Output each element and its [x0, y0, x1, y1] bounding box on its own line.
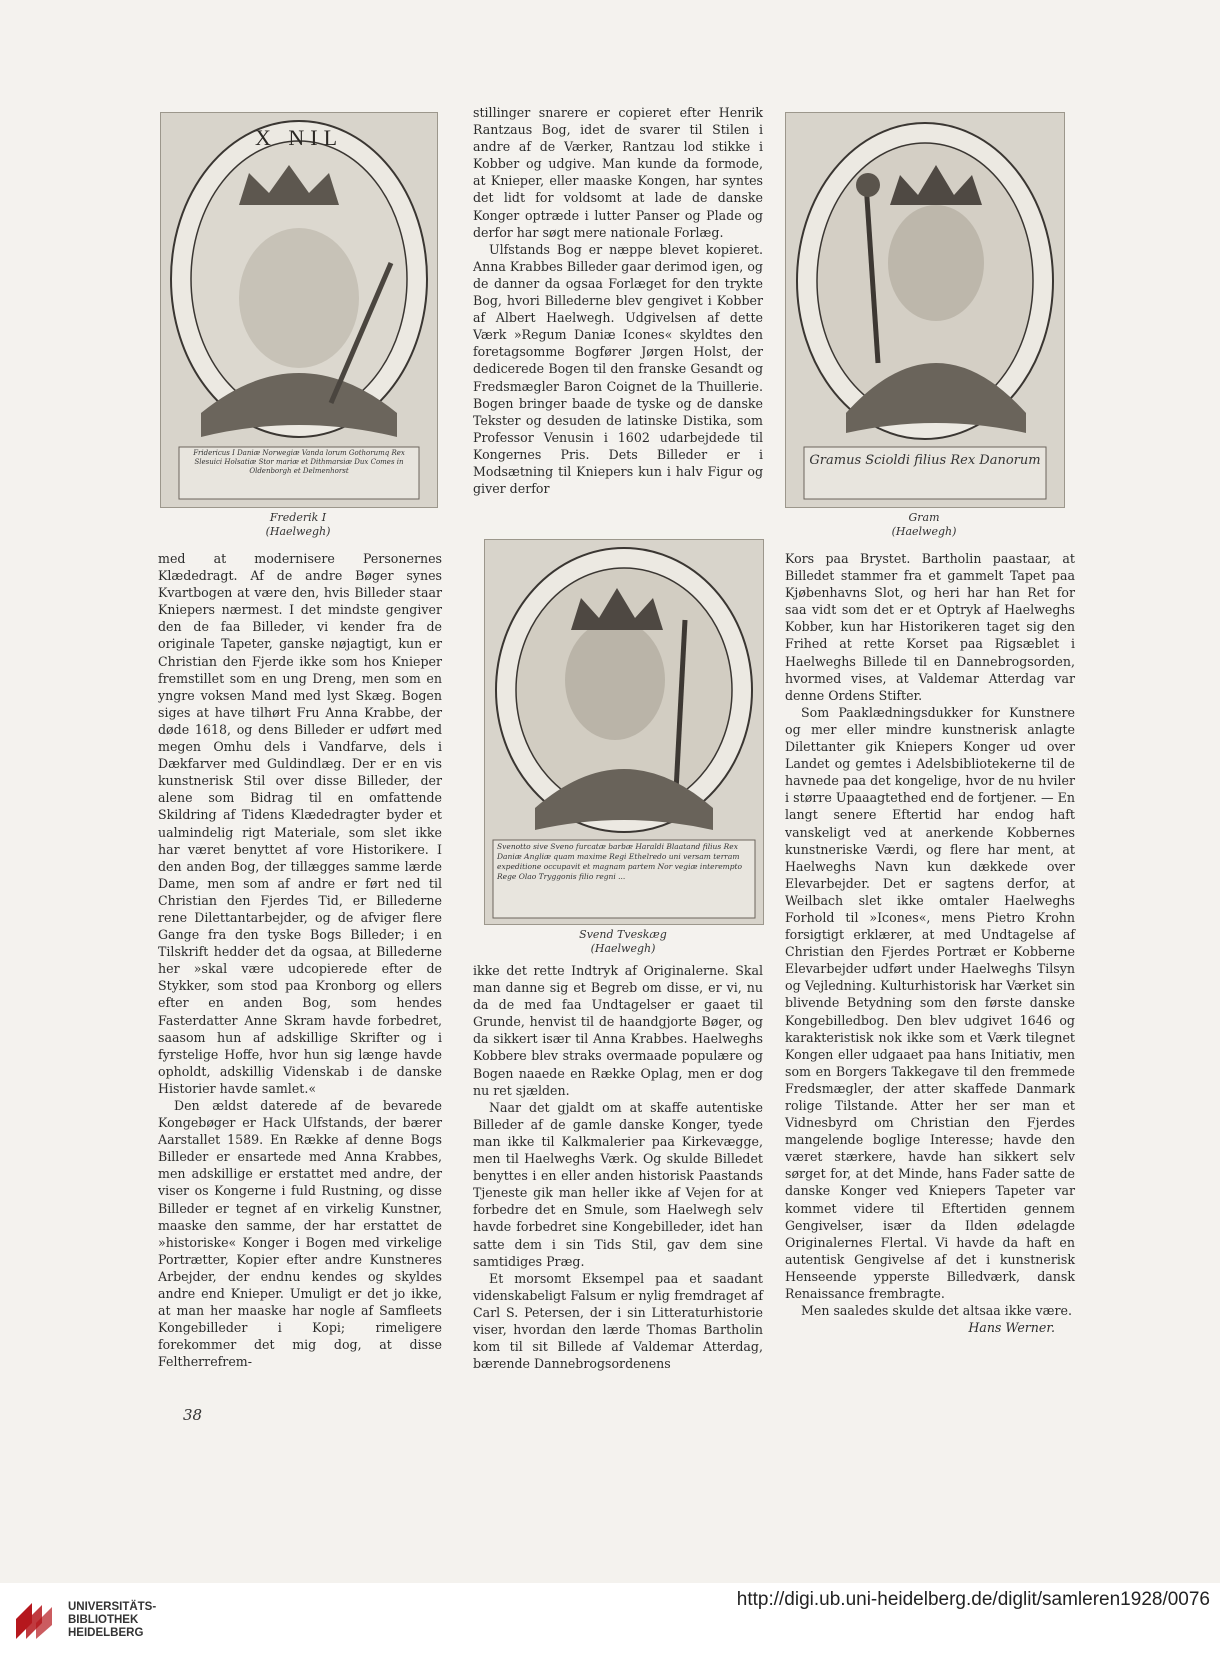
- caption-name: Frederik I: [269, 511, 327, 524]
- paragraph: Naar det gjaldt om at skaffe autentiske Billeder af de gamle danske Konger, tyede man ikke til Kalkmalerier paa Kirkevægge, men til Haelweghs Værk. Og skulde Billedet benyttes i en eller anden historisk Paastands Tjeneste gik man heller ikke af Vejen for at forbedre det en Smule, som Haelwegh selv havde forbedret sine Kongebilleder, idet han satte dem i sin Tids Stil, gav dem sine samtidiges Præg.: [473, 1099, 763, 1269]
- caption-credit: (Haelwegh): [590, 942, 656, 955]
- right-column: [785, 550, 1075, 1336]
- paragraph: Kors paa Brystet. Bartholin paastaar, at Billedet stammer fra et gammelt Tapet paa Kjøbenhavns Slot, og heri har han Ret for saa vidt som det er et Optryk af Haelweghs Kobber, kun har Historikeren taget sig den Frihed at rette Korset paa Rigsæblet i Haelweghs Billede til en Dannebrogsorden, hvormed vises, at Valdemar Atterdag var denne Ordens Stifter.: [785, 551, 1075, 703]
- caption-gram: [785, 511, 1063, 539]
- university-library-logo-icon: [12, 1593, 62, 1647]
- page-number: 38: [183, 1406, 203, 1424]
- caption-name: Svend Tveskæg: [579, 928, 667, 941]
- caption-frederik: [160, 511, 436, 539]
- paragraph: ikke det rette Indtryk af Originalerne. Skal man danne sig et Begreb om disse, er vi, nu da de med faa Undtagelser er gaaet til Grunde, henvist til de haandgjorte Bøger, og da sikkert især til Anna Krabbes. Haelweghs Kobbere blev straks overmaade populære og Bogen naaede en Række Oplag, men er dog nu ret sjælden.: [473, 963, 763, 1098]
- author-signature: Hans Werner.: [968, 1320, 1055, 1336]
- paragraph: Den ældst daterede af de bevarede Kongebøger er Hack Ulfstands, der bærer Aarstallet 1589. En Række af denne Bogs Billeder er ensartede med Anna Krabbes, men adskillige er erstattet med andre, der viser os Kongerne i fuld Rustning, og disse Billeder er tegnet af en virkelig Kunstner, maaske den samme, der har erstattet de »historiske« Konger i Bogen med virkelige Portrætter, Kopier efter andre Kunstneres Arbejder, der endnu kendes og skyldes andre end Knieper. Umuligt er det jo ikke, at man her maaske har nogle af Samfleets Kongebilleder i Kopi; rimeligere forekommer det mig dog, at disse Feltherrefrem-: [158, 1098, 442, 1370]
- gram-legend: Gramus Scioldi filius Rex Danorum: [809, 453, 1041, 468]
- digitization-footer: [0, 1583, 1220, 1676]
- portrait-gram: [785, 112, 1065, 508]
- library-line: UNIVERSITÄTS-: [68, 1601, 157, 1613]
- library-line: HEIDELBERG: [68, 1627, 144, 1639]
- caption-svend: [484, 928, 762, 956]
- paragraph: Et morsomt Eksempel paa et saadant videnskabeligt Falsum er nylig fremdraget af Carl S. Petersen, der i sin Litteraturhistorie viser, hvordan den lærde Thomas Bartholin kom til sit Billede af Valdemar Atterdag, bærende Dannebrogsordenens: [473, 1270, 763, 1372]
- svend-legend: Svenotto sive Sveno furcatæ barbæ Haraldi Blaatand filius Rex Daniæ Angliæ quam maxime Regi Ethelredo uni versam terram expeditione occupavit et magnam partem Nor vegiæ interempto Rege Olao Tryggonis filio regni ...: [497, 842, 743, 881]
- portrait-frederik-i: [160, 112, 438, 508]
- caption-name: Gram: [908, 511, 940, 524]
- caption-credit: (Haelwegh): [265, 525, 331, 538]
- library-line: BIBLIOTHEK: [68, 1614, 139, 1626]
- paragraph: Men saaledes skulde det altsaa ikke være.: [801, 1303, 1072, 1319]
- source-url-link[interactable]: http://digi.ub.uni-heidelberg.de/diglit/samleren1928/0076: [736, 1589, 1210, 1610]
- paragraph: Som Paaklædningsdukker for Kunstnere og mer eller mindre kunstnerisk anlagte Dilettanter gik Kniepers Konger ud over Landet og gemtes i Adelsbibliotekerne til de havnede paa det kongelige, hvor de nu hviler i større Upaaagtethed end de fortjener. — En langt senere Eftertid har endog haft vanskeligt ved at anerkende Kobbernes kunstneriske Værdi, og flere har ment, at Haelweghs Navn kun dækkede over Elevarbejder. Det er sagtens derfor, at Weilbach slet ikke omtaler Haelweghs Forhold til »Icones«, mens Pietro Krohn forsigtigt erklærer, at med Undtagelse af Christian den Fjerdes Portræt er Kobberne Elevarbejder udført under Haelweghs Tilsyn og Vejledning. Kulturhistorisk har Værket sin blivende Betydning som den første danske Kongebilledbog. Den blev udgivet 1646 og karakteristisk nok ikke som et Værk tilegnet Kongen eller udgaaet paa hans Initiativ, men som en Borgers Takkegave til den fremmede Fredsmægler, der atter skaffede Danmark rolige Tilstande. Atter her ser man et Vidnesbyrd om Christian den Fjerdes mangelende boglige Interesse; havde den været stærkere, havde han sikkert selv sørget for, at det Minde, hans Fader satte de danske Konger ved Kniepers Tapeter var kommet videre til Eftertiden gennem Gengivelser, især da Ilden ødelagde Originalernes Flertal. Vi havde da haft en autentisk Gengivelse af det i kunstnerisk Henseende ypperste Billedværk, dansk Renaissance frembragte.: [785, 704, 1075, 1302]
- middle-column-top: [473, 104, 763, 497]
- frederik-legend: Fridericus I Daniæ Norwegiæ Vanda lorum Gothorumq Rex Slesuici Holsatiæ Stor mariæ et Dithmarsiæ Dux Comes in Oldenborgh et Delmenhorst: [193, 449, 405, 475]
- caption-credit: (Haelwegh): [891, 525, 957, 538]
- paragraph: Ulfstands Bog er næppe blevet kopieret. Anna Krabbes Billeder gaar derimod igen, og de danner da ogsaa Forlæget for den trykte Bog, hvori Billederne blev gengivet i Kobber af Albert Haelwegh. Udgivelsen af dette Værk »Regum Daniæ Icones« skyldtes den foretagsomme Bogfører Jørgen Holst, der dedicerede Bogen til den franske Gesandt og Fredsmægler Baron Coignet de la Thuillerie. Bogen bringer baade de tyske og de danske Tekster og desuden de latinske Distika, som Professor Venusin i 1602 udarbejdede til Kongernes Pris. Dets Billeder er i Modsætning til Kniepers kun i halv Figur og giver derfor: [473, 241, 763, 497]
- library-name: [68, 1601, 156, 1640]
- portrait-svend-tveskaeg: [484, 539, 764, 925]
- middle-column-bottom: [473, 962, 763, 1372]
- left-column: [158, 550, 442, 1371]
- paragraph: stillinger snarere er copieret efter Henrik Rantzaus Bog, idet de svarer til Stilen i andre af de Værker, Rantzau lod stikke i Kobber og udgive. Man kunde da formode, at Knieper, eller maaske Kongen, har syntes det lidt for voldsomt at lade de danske Konger optræde i lutter Panser og Plade og derfor har søgt mere nationale Forlæg.: [473, 105, 763, 240]
- svg-text:X NIL: X NIL: [254, 125, 344, 150]
- paragraph: med at modernisere Personernes Klædedragt. Af de andre Bøger synes Kvartbogen at være den, hvis Billeder staar Kniepers nærmest. I det mindste gengiver den de faa Billeder, vi kender fra de originale Tapeter, ganske nøjagtigt, kun er Christian den Fjerde ikke som hos Knieper fremstillet som en ung Dreng, men som en yngre voksen Mand med lyst Skæg. Bogen siges at have tilhørt Fru Anna Krabbe, der døde 1618, og dens Billeder er udført med megen Omhu dels i Vandfarve, dels i Dækfarver med Guldindlæg. Der er en vis kunstnerisk Stil over disse Billeder, der alene som Bidrag til en omfattende Skildring af Tidens Klædedragter byder et ualmindelig rigt Materiale, som slet ikke har været benyttet af vore Historikere. I den anden Bog, der tillægges samme lærde Dame, men som af andre er ført ned til Christian den Fjerdes Tid, er Billederne rene Dilettantarbejder, og de afviger flere Gange fra den tyske Bogs Billeder; i en Tilskrift hedder det da ogsaa, at Billederne her »skal være udcopierede efter de Stykker, som stod paa Kronborg og ellers efter en anden Bog, som hendes Fasterdatter Anne Skram havde forbedret, saasom hun af adskillige Skrifter og i fyrstelige Hoffe, hvor hun sig længe havde opholdt, adskillig Videnskab i de danske Historier havde samlet.«: [158, 551, 442, 1096]
